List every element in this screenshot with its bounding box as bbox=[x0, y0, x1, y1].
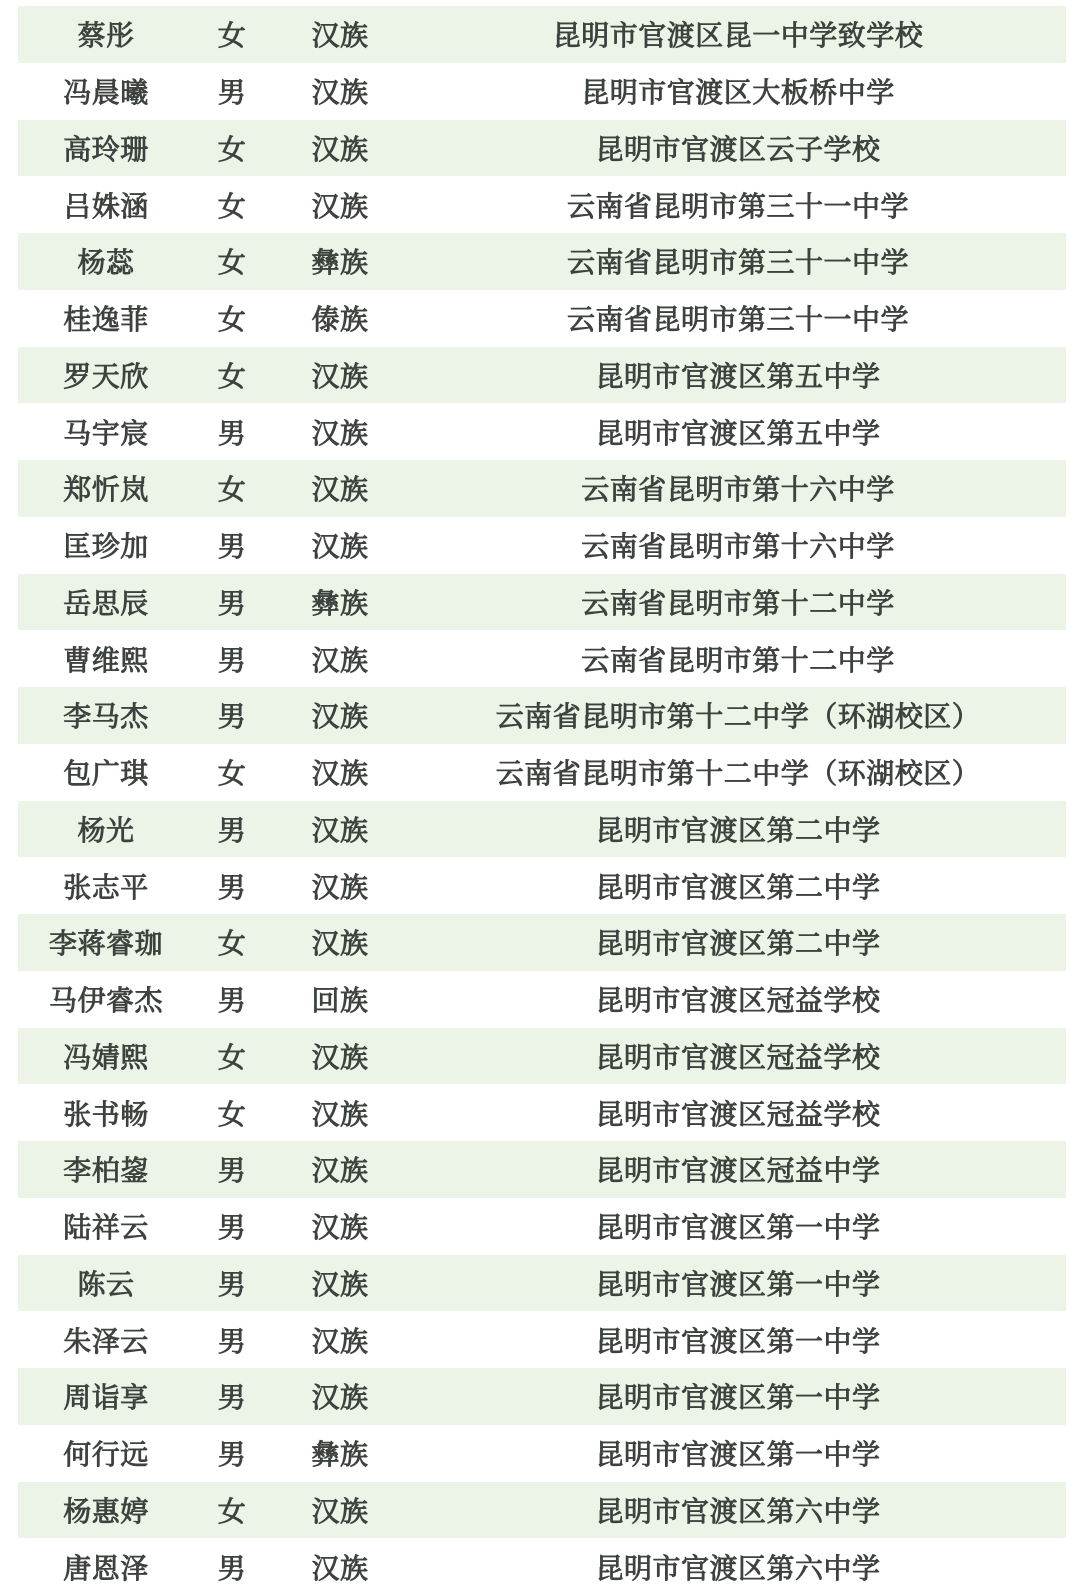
cell-ethnicity: 汉族 bbox=[311, 1268, 369, 1300]
cell-gender: 男 bbox=[217, 1212, 247, 1244]
cell-ethnicity: 汉族 bbox=[311, 1155, 369, 1187]
cell-gender: 男 bbox=[217, 1552, 247, 1584]
cell-gender: 女 bbox=[217, 20, 247, 52]
cell-gender: 女 bbox=[217, 304, 247, 336]
table-row bbox=[18, 630, 1066, 687]
cell-student-name: 匡珍加 bbox=[63, 531, 149, 563]
cell-student-name: 岳思辰 bbox=[63, 587, 149, 619]
table-row bbox=[18, 914, 1066, 971]
cell-student-name: 李马杰 bbox=[63, 701, 149, 733]
cell-gender: 女 bbox=[217, 758, 247, 790]
cell-school: 昆明市官渡区第一中学 bbox=[595, 1382, 881, 1414]
cell-gender: 男 bbox=[217, 985, 247, 1017]
cell-school: 云南省昆明市第十六中学 bbox=[581, 474, 895, 506]
cell-gender: 男 bbox=[217, 1325, 247, 1357]
cell-gender: 女 bbox=[217, 928, 247, 960]
cell-ethnicity: 汉族 bbox=[311, 1552, 369, 1584]
cell-school: 昆明市官渡区第二中学 bbox=[595, 871, 881, 903]
table-row bbox=[18, 1028, 1066, 1085]
table-row bbox=[18, 801, 1066, 858]
cell-school: 昆明市官渡区第一中学 bbox=[595, 1325, 881, 1357]
cell-student-name: 冯晨曦 bbox=[63, 77, 149, 109]
cell-school: 昆明市官渡区冠益学校 bbox=[595, 1098, 881, 1130]
cell-ethnicity: 汉族 bbox=[311, 644, 369, 676]
table-row bbox=[18, 1538, 1066, 1595]
cell-school: 昆明市官渡区第六中学 bbox=[595, 1495, 881, 1527]
cell-ethnicity: 汉族 bbox=[311, 814, 369, 846]
cell-gender: 女 bbox=[217, 133, 247, 165]
table-row bbox=[18, 290, 1066, 347]
cell-gender: 男 bbox=[217, 644, 247, 676]
table-row bbox=[18, 6, 1066, 63]
cell-student-name: 李蒋睿珈 bbox=[48, 928, 163, 960]
cell-ethnicity: 汉族 bbox=[311, 20, 369, 52]
cell-gender: 女 bbox=[217, 1495, 247, 1527]
cell-ethnicity: 汉族 bbox=[311, 928, 369, 960]
cell-ethnicity: 彝族 bbox=[311, 1439, 369, 1471]
cell-school: 昆明市官渡区第六中学 bbox=[595, 1552, 881, 1584]
table-row bbox=[18, 63, 1066, 120]
cell-student-name: 马宇宸 bbox=[63, 417, 149, 449]
cell-ethnicity: 汉族 bbox=[311, 360, 369, 392]
table-row bbox=[18, 1141, 1066, 1198]
cell-student-name: 周诣享 bbox=[63, 1382, 149, 1414]
cell-ethnicity: 回族 bbox=[311, 985, 369, 1017]
cell-student-name: 曹维熙 bbox=[63, 644, 149, 676]
cell-school: 昆明市官渡区第五中学 bbox=[595, 417, 881, 449]
table-row bbox=[18, 403, 1066, 460]
cell-student-name: 杨光 bbox=[77, 814, 135, 846]
cell-gender: 男 bbox=[217, 1268, 247, 1300]
cell-school: 云南省昆明市第三十一中学 bbox=[566, 304, 909, 336]
cell-ethnicity: 汉族 bbox=[311, 701, 369, 733]
cell-school: 昆明市官渡区昆一中学致学校 bbox=[552, 20, 924, 52]
cell-school: 昆明市官渡区大板桥中学 bbox=[581, 77, 895, 109]
cell-school: 昆明市官渡区第五中学 bbox=[595, 360, 881, 392]
cell-school: 云南省昆明市第十二中学（环湖校区） bbox=[495, 701, 981, 733]
cell-ethnicity: 汉族 bbox=[311, 871, 369, 903]
cell-ethnicity: 汉族 bbox=[311, 133, 369, 165]
cell-student-name: 杨惠婷 bbox=[63, 1495, 149, 1527]
cell-student-name: 陈云 bbox=[77, 1268, 135, 1300]
cell-gender: 男 bbox=[217, 531, 247, 563]
table-row bbox=[18, 857, 1066, 914]
cell-school: 云南省昆明市第三十一中学 bbox=[566, 190, 909, 222]
cell-student-name: 马伊睿杰 bbox=[48, 985, 163, 1017]
cell-ethnicity: 汉族 bbox=[311, 531, 369, 563]
table-row bbox=[18, 1311, 1066, 1368]
cell-gender: 男 bbox=[217, 814, 247, 846]
cell-student-name: 蔡彤 bbox=[77, 20, 135, 52]
cell-school: 昆明市官渡区冠益学校 bbox=[595, 1041, 881, 1073]
table-row bbox=[18, 1368, 1066, 1425]
cell-student-name: 张志平 bbox=[63, 871, 149, 903]
cell-student-name: 包广琪 bbox=[63, 758, 149, 790]
table-row bbox=[18, 1084, 1066, 1141]
cell-school: 云南省昆明市第十二中学（环湖校区） bbox=[495, 758, 981, 790]
cell-ethnicity: 汉族 bbox=[311, 417, 369, 449]
cell-school: 云南省昆明市第十二中学 bbox=[581, 644, 895, 676]
table-row bbox=[18, 574, 1066, 631]
cell-gender: 男 bbox=[217, 701, 247, 733]
cell-ethnicity: 彝族 bbox=[311, 587, 369, 619]
cell-school: 云南省昆明市第三十一中学 bbox=[566, 247, 909, 279]
cell-student-name: 高玲珊 bbox=[63, 133, 149, 165]
cell-student-name: 唐恩泽 bbox=[63, 1552, 149, 1584]
table-row bbox=[18, 971, 1066, 1028]
cell-gender: 女 bbox=[217, 247, 247, 279]
cell-gender: 女 bbox=[217, 474, 247, 506]
cell-school: 云南省昆明市第十六中学 bbox=[581, 531, 895, 563]
cell-student-name: 陆祥云 bbox=[63, 1212, 149, 1244]
cell-ethnicity: 汉族 bbox=[311, 758, 369, 790]
table-row bbox=[18, 347, 1066, 404]
cell-ethnicity: 汉族 bbox=[311, 1212, 369, 1244]
table-row bbox=[18, 460, 1066, 517]
cell-gender: 男 bbox=[217, 1382, 247, 1414]
cell-gender: 女 bbox=[217, 1098, 247, 1130]
cell-student-name: 杨蕊 bbox=[77, 247, 135, 279]
cell-student-name: 李柏鋆 bbox=[63, 1155, 149, 1187]
cell-gender: 女 bbox=[217, 190, 247, 222]
cell-school: 昆明市官渡区第二中学 bbox=[595, 814, 881, 846]
cell-gender: 女 bbox=[217, 1041, 247, 1073]
cell-school: 昆明市官渡区第一中学 bbox=[595, 1268, 881, 1300]
cell-student-name: 朱泽云 bbox=[63, 1325, 149, 1357]
cell-ethnicity: 彝族 bbox=[311, 247, 369, 279]
cell-gender: 男 bbox=[217, 417, 247, 449]
table-row bbox=[18, 517, 1066, 574]
cell-student-name: 冯婧熙 bbox=[63, 1041, 149, 1073]
table-row bbox=[18, 1198, 1066, 1255]
cell-school: 昆明市官渡区冠益学校 bbox=[595, 985, 881, 1017]
table-row bbox=[18, 120, 1066, 177]
table-row bbox=[18, 233, 1066, 290]
cell-ethnicity: 汉族 bbox=[311, 1495, 369, 1527]
table-row bbox=[18, 687, 1066, 744]
cell-student-name: 桂逸菲 bbox=[63, 304, 149, 336]
cell-gender: 女 bbox=[217, 360, 247, 392]
cell-ethnicity: 汉族 bbox=[311, 77, 369, 109]
cell-school: 昆明市官渡区云子学校 bbox=[595, 133, 881, 165]
cell-student-name: 张书畅 bbox=[63, 1098, 149, 1130]
cell-student-name: 罗天欣 bbox=[63, 360, 149, 392]
table-row bbox=[18, 744, 1066, 801]
cell-student-name: 郑忻岚 bbox=[63, 474, 149, 506]
cell-student-name: 何行远 bbox=[63, 1439, 149, 1471]
cell-school: 昆明市官渡区冠益中学 bbox=[595, 1155, 881, 1187]
cell-school: 昆明市官渡区第一中学 bbox=[595, 1212, 881, 1244]
cell-gender: 男 bbox=[217, 1155, 247, 1187]
table-row bbox=[18, 1425, 1066, 1482]
cell-student-name: 吕姝涵 bbox=[63, 190, 149, 222]
table-row bbox=[18, 1482, 1066, 1539]
cell-ethnicity: 汉族 bbox=[311, 474, 369, 506]
cell-ethnicity: 汉族 bbox=[311, 1325, 369, 1357]
cell-ethnicity: 傣族 bbox=[311, 304, 369, 336]
cell-gender: 男 bbox=[217, 587, 247, 619]
cell-ethnicity: 汉族 bbox=[311, 1041, 369, 1073]
cell-gender: 男 bbox=[217, 871, 247, 903]
table-row bbox=[18, 1255, 1066, 1312]
cell-school: 云南省昆明市第十二中学 bbox=[581, 587, 895, 619]
cell-school: 昆明市官渡区第一中学 bbox=[595, 1439, 881, 1471]
cell-school: 昆明市官渡区第二中学 bbox=[595, 928, 881, 960]
cell-ethnicity: 汉族 bbox=[311, 1098, 369, 1130]
cell-ethnicity: 汉族 bbox=[311, 190, 369, 222]
cell-gender: 男 bbox=[217, 77, 247, 109]
cell-ethnicity: 汉族 bbox=[311, 1382, 369, 1414]
table-row bbox=[18, 176, 1066, 233]
cell-gender: 男 bbox=[217, 1439, 247, 1471]
